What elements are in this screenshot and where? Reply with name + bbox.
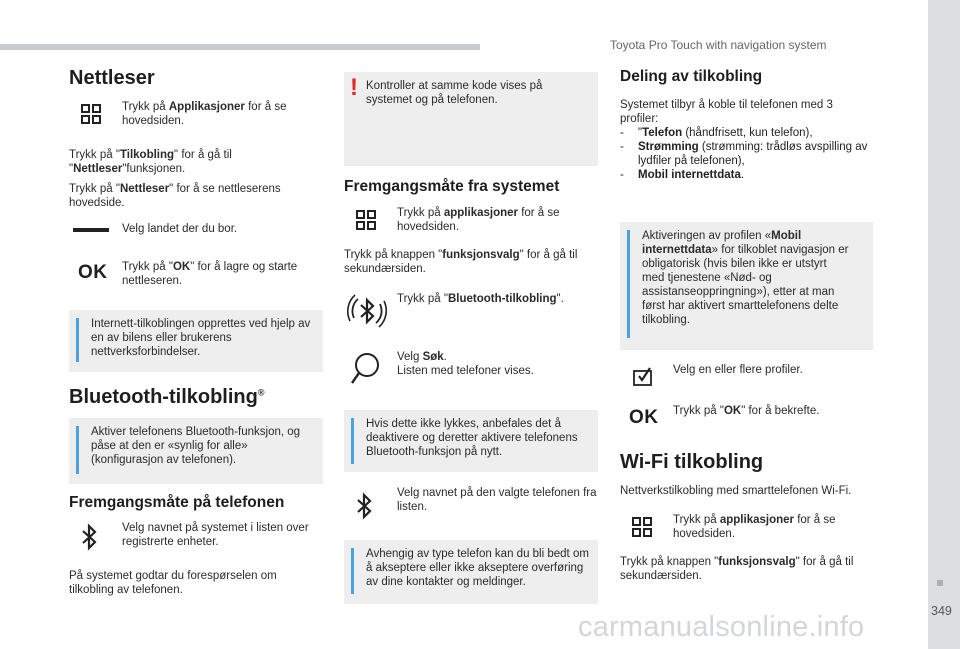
section-title-nettleser: Nettleser [69, 67, 155, 89]
info-note [344, 410, 598, 472]
checkbox-icon [620, 362, 660, 392]
note-text: Hvis dette ikke lykkes, anbefales det å deaktivere og deretter aktivere telefonens Bluetooth-funksjon på nytt. [366, 418, 578, 458]
step-text: Trykk på Applikasjoner for å se hovedsiden. [122, 101, 287, 127]
step-apps [344, 206, 599, 240]
step-apps [620, 513, 875, 547]
info-note [620, 222, 873, 350]
step-search [344, 350, 599, 390]
note-bar [351, 418, 354, 464]
paragraph: Trykk på knappen "funksjonsvalg" for å gå til sekundærsiden. [620, 556, 854, 582]
paragraph: På systemet godtar du forespørselen om tilkobling av telefonen. [69, 570, 277, 596]
step-text: Velg Søk. Listen med telefoner vises. [397, 351, 534, 377]
step-apps [69, 100, 324, 134]
step-text: Trykk på "OK" for å lagre og starte nettleseren. [122, 261, 298, 287]
step-bluetooth-connection [344, 290, 599, 336]
step-text: Trykk på "Bluetooth-tilkobling". [397, 293, 564, 305]
list-item: - Strømming (strømming: trådløs avspilling av lydfiler på telefonen), [620, 141, 868, 167]
paragraph: Trykk på "Nettleser" for å se nettleserens hovedside. [69, 183, 281, 209]
note-bar [351, 548, 354, 594]
section-title-bluetooth: Bluetooth-tilkobling® [69, 386, 265, 408]
list-item: - "Telefon (håndfrisett, kun telefon), [620, 127, 813, 139]
ok-icon: OK [629, 407, 659, 428]
step-select-phone [344, 486, 599, 526]
watermark: carmanualsonline.info [578, 611, 865, 643]
info-note [344, 540, 598, 604]
paragraph: Trykk på "Tilkobling" for å gå til "Nettleser"funksjonen. [69, 149, 232, 175]
subsection-title-sharing: Deling av tilkobling [620, 68, 763, 85]
bluetooth-icon [344, 486, 384, 526]
subsection-title-system: Fremgangsmåte fra systemet [344, 178, 560, 195]
step-text: Trykk på applikasjoner for å se hovedsiden. [673, 514, 836, 540]
section-title-wifi: Wi-Fi tilkobling [620, 451, 764, 473]
info-note [69, 418, 323, 484]
apps-grid-icon [344, 206, 384, 236]
note-bar [76, 318, 79, 362]
warning-icon: ! [350, 74, 358, 101]
apps-grid-icon [620, 513, 660, 543]
subsection-title-phone: Fremgangsmåte på telefonen [69, 494, 285, 511]
note-bar [627, 230, 630, 338]
page-number: 349 [931, 604, 952, 618]
step-text: Velg navnet på den valgte telefonen fra listen. [397, 487, 597, 513]
paragraph: Nettverkstilkobling med smarttelefonen Wi-Fi. [620, 485, 852, 497]
step-select-system [69, 521, 324, 557]
note-bar [76, 426, 79, 474]
warning-note [344, 72, 598, 166]
side-tab [928, 0, 960, 649]
ok-icon: OK [78, 262, 108, 283]
note-text: Aktiver telefonens Bluetooth-funksjon, og påse at den er «synlig for alle» (konfigurasjon av telefonen). [91, 426, 301, 466]
note-text: Aktiveringen av profilen «Mobil internettdata» for tilkoblet navigasjon er obligatorisk (hvis bilen ikke er utstyrt med tjenestene «Nød- og assistanseoppringning»), etter at man først har aktivert smarttelefonens delte tilkobling. [642, 230, 849, 326]
step-ok [620, 402, 875, 432]
note-text: Kontroller at samme kode vises på systemet og på telefonen. [366, 80, 543, 106]
bluetooth-icon [69, 521, 109, 557]
profile-list [620, 126, 870, 182]
bluetooth-search-icon [344, 288, 390, 334]
step-profiles [620, 362, 875, 392]
step-text: Trykk på applikasjoner for å se hovedsiden. [397, 207, 560, 233]
header-title: Toyota Pro Touch with navigation system [610, 38, 827, 52]
step-text: Velg landet der du bor. [122, 223, 238, 235]
list-item: - Mobil internettdata. [620, 169, 745, 181]
paragraph: Trykk på knappen "funksjonsvalg" for å gå til sekundærsiden. [344, 249, 578, 275]
page-marker [937, 580, 943, 586]
step-country [69, 220, 324, 246]
header-rule [0, 44, 480, 50]
paragraph: Systemet tilbyr å koble til telefonen med 3 profiler: [620, 99, 833, 125]
step-ok [69, 258, 324, 292]
step-text: Velg navnet på systemet i listen over registrerte enheter. [122, 522, 309, 548]
apps-grid-icon [69, 100, 109, 130]
info-note [69, 310, 323, 372]
note-text: Avhengig av type telefon kan du bli bedt om å akseptere eller ikke akseptere overføring av dine kontakter og meldinger. [366, 548, 589, 588]
minus-bar-icon [69, 220, 109, 250]
note-text: Internett-tilkoblingen opprettes ved hjelp av en av bilens eller brukerens nettverksforbindelser. [91, 318, 311, 358]
step-text: Velg en eller flere profiler. [673, 364, 803, 376]
magnifier-icon [344, 350, 384, 390]
step-text: Trykk på "OK" for å bekrefte. [673, 405, 820, 417]
